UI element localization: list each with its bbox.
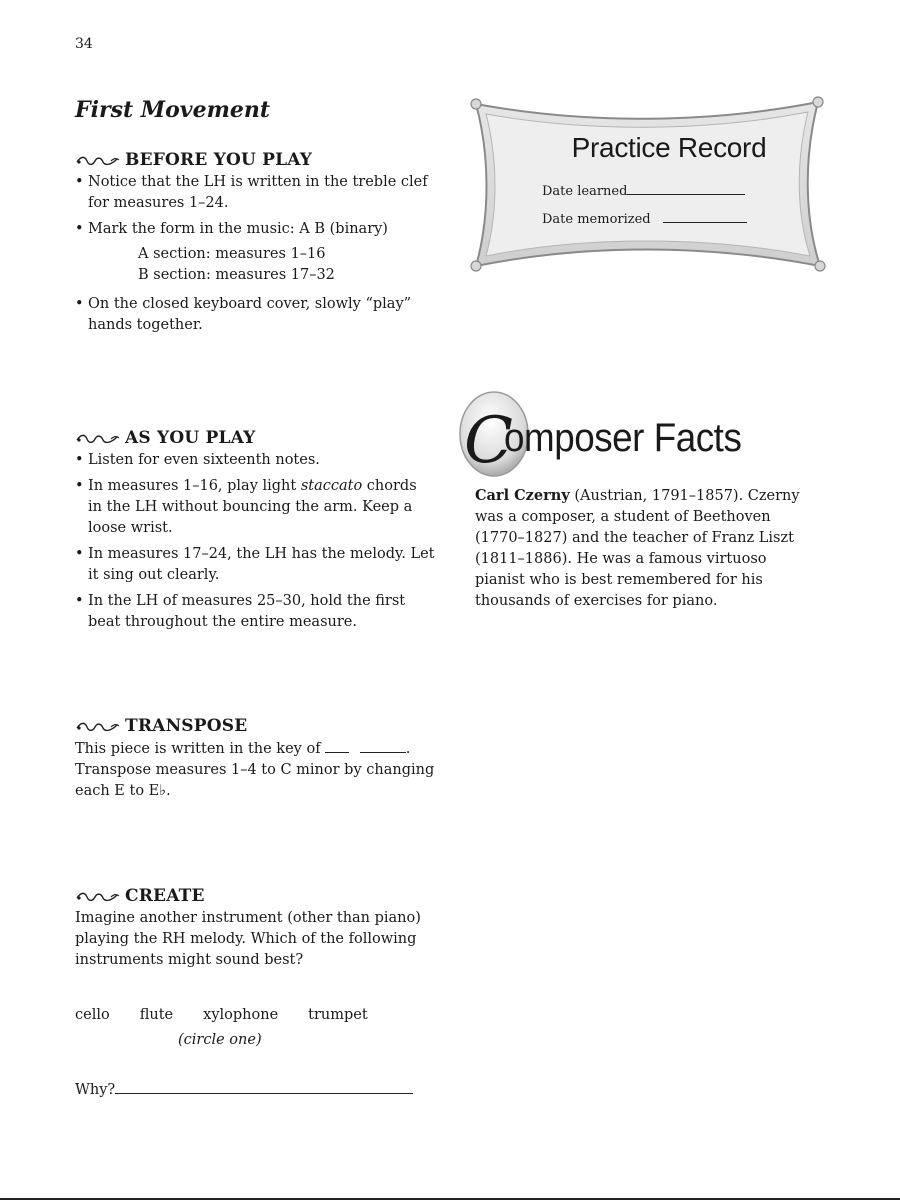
composer-facts-header (458, 378, 878, 478)
practice-record-banner (466, 96, 832, 274)
list-item: • Listen for even sixteenth notes. (75, 450, 435, 471)
as-you-play-section (75, 428, 435, 638)
circle-one-note: (circle one) (178, 1032, 262, 1048)
key-blank-1[interactable] (325, 738, 349, 753)
date-memorized-blank[interactable] (663, 210, 747, 223)
section-heading: CREATE (125, 886, 205, 906)
why-label: Why? (75, 1082, 116, 1098)
composer-facts-title: omposer Facts (504, 416, 742, 460)
list-item: • Mark the form in the music: A B (binary) A section: measures 1–16 B section: measures 17–32 (75, 219, 435, 286)
transpose-text: This piece is written in the key of . Transpose measures 1–4 to C minor by changing each E to E♭. (75, 738, 435, 802)
why-answer-line (75, 1079, 435, 1101)
list-item: • On the closed keyboard cover, slowly “play” hands together. (75, 294, 435, 336)
composer-name: Carl Czerny (475, 487, 570, 504)
before-you-play-section (75, 150, 435, 341)
date-learned-blank[interactable] (627, 182, 745, 195)
option-xylophone[interactable]: xylophone (203, 1007, 279, 1023)
instrument-options (75, 1005, 435, 1026)
option-flute[interactable]: flute (139, 1007, 174, 1023)
section-heading: AS YOU PLAY (125, 428, 256, 448)
section-a-text: A section: measures 1–16 (138, 246, 326, 262)
why-answer-blank[interactable] (115, 1079, 413, 1094)
flourish-ornament-icon (75, 889, 121, 905)
date-memorized-row: Date memorized (542, 210, 747, 227)
section-b-text: B section: measures 17–32 (138, 267, 335, 283)
list-item: • In the LH of measures 25–30, hold the first beat throughout the entire measure. (75, 591, 435, 633)
create-text: Imagine another instrument (other than piano) playing the RH melody. Which of the following instruments might sound best? (75, 910, 421, 968)
composer-facts-text: Carl Czerny (Austrian, 1791–1857). Czerny was a composer, a student of Beethoven (1770–1827) and the teacher of Franz Liszt (1811–1886). He was a famous virtuoso pianist who is best remembered for his thousands of exercises for piano. (475, 487, 800, 609)
option-cello[interactable]: cello (75, 1007, 110, 1023)
practice-record-title: Practice Record (571, 132, 767, 163)
key-blank-2[interactable] (360, 738, 406, 753)
flourish-ornament-icon (75, 153, 121, 169)
flourish-ornament-icon (75, 719, 121, 735)
option-trumpet[interactable]: trumpet (308, 1007, 368, 1023)
transpose-section (75, 716, 435, 802)
bullet-list (75, 172, 435, 336)
movement-title: First Movement (75, 97, 271, 123)
list-item: • Notice that the LH is written in the treble clef for measures 1–24. (75, 172, 435, 214)
list-item: • In measures 17–24, the LH has the melody. Let it sing out clearly. (75, 544, 435, 586)
section-heading: TRANSPOSE (125, 716, 248, 736)
composer-initial: C (464, 404, 513, 478)
form-sections (88, 244, 435, 286)
section-heading: BEFORE YOU PLAY (125, 150, 313, 170)
flourish-ornament-icon (75, 431, 121, 447)
create-section (75, 886, 435, 1101)
date-learned-row: Date learned (542, 182, 745, 199)
page-number: 34 (75, 36, 93, 52)
bullet-list (75, 450, 435, 633)
list-item: • In measures 1–16, play light staccato chords in the LH without bouncing the arm. Keep a loose wrist. (75, 476, 435, 539)
